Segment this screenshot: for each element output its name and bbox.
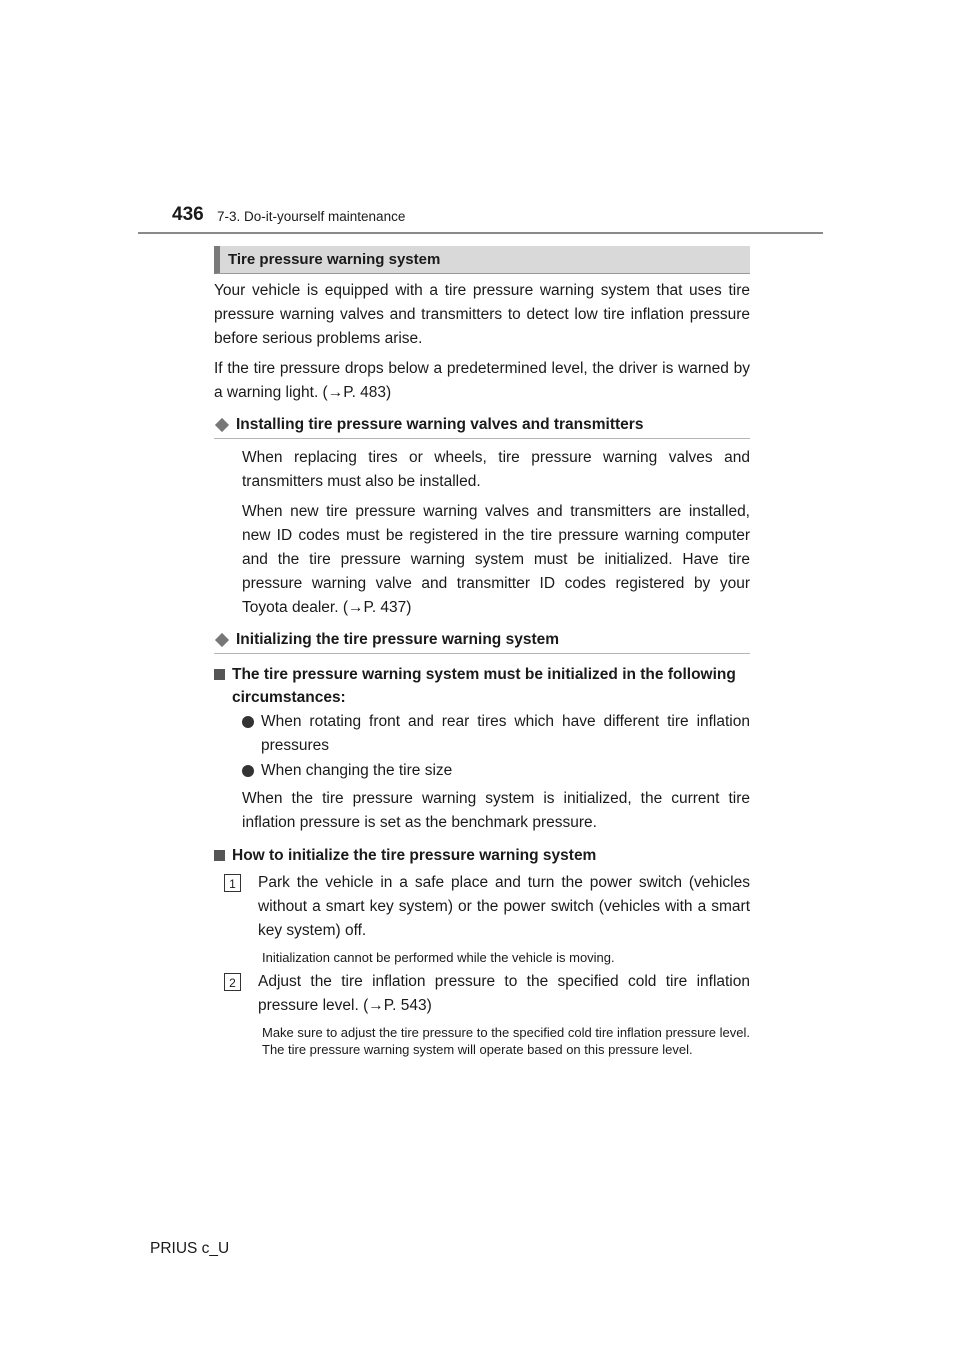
step-number-badge: 1 <box>224 874 241 892</box>
step-note: Initialization cannot be performed while the vehicle is moving. <box>262 950 615 965</box>
subheading-initializing <box>214 627 750 654</box>
section-title: 7-3. Do-it-yourself maintenance <box>217 209 406 224</box>
square-bullet-icon <box>214 850 225 861</box>
list-item-text: When changing the tire size <box>261 762 453 779</box>
page-header <box>172 200 822 236</box>
subheading-initializing-label: Initializing the tire pressure warning system <box>236 631 560 648</box>
step-number-badge: 2 <box>224 973 241 991</box>
main-content <box>214 246 750 1062</box>
how-to-heading-label: How to initialize the tire pressure warning system <box>232 847 597 864</box>
section-heading: Tire pressure warning system <box>214 246 750 274</box>
step-2 <box>224 970 750 1018</box>
step-text: Adjust the tire inflation pressure to the specified cold tire inflation pressure level. (→P. 543) <box>258 973 750 1014</box>
circumstances-heading-label: The tire pressure warning system must be initialized in the following circumstances: <box>232 666 736 706</box>
benchmark-paragraph: When the tire pressure warning system is initialized, the current tire inflation pressure is set as the benchmark pressure. <box>242 790 750 831</box>
installing-paragraph-2: When new tire pressure warning valves and transmitters are installed, new ID codes must be registered in the tire pressure warning computer and the tire pressure warning system must be initialized. Have tire pressure warning valve and transmitter ID codes registered by your Toyota dealer. (→P. 437) <box>242 503 750 616</box>
diamond-icon <box>215 418 229 432</box>
step-text: Park the vehicle in a safe place and turn the power switch (vehicles without a smart key system) or the power switch (vehicles with a smart key system) off. <box>258 874 750 939</box>
square-bullet-icon <box>214 669 225 680</box>
installing-paragraph-1: When replacing tires or wheels, tire pressure warning valves and transmitters must also be installed. <box>242 449 750 490</box>
subheading-installing-label: Installing tire pressure warning valves and transmitters <box>236 416 644 433</box>
list-item <box>242 710 750 758</box>
how-to-heading <box>214 844 750 867</box>
page-number: 436 <box>172 204 204 225</box>
circle-bullet-icon <box>242 716 254 728</box>
footer-model: PRIUS c_U <box>150 1240 230 1257</box>
intro-paragraph-2: If the tire pressure drops below a predetermined level, the driver is warned by a warning light. (→P. 483) <box>214 360 750 401</box>
intro-paragraph-1: Your vehicle is equipped with a tire pressure warning system that uses tire pressure warning valves and transmitters to detect low tire inflation pressure before serious problems arise. <box>214 282 750 347</box>
subheading-installing <box>214 412 750 439</box>
header-divider <box>138 232 823 234</box>
step-note: Make sure to adjust the tire pressure to the specified cold tire inflation pressure level. The tire pressure warning system will operate based on this pressure level. <box>262 1025 750 1057</box>
diamond-icon <box>215 633 229 647</box>
list-item-text: When rotating front and rear tires which have different tire inflation pressures <box>261 713 750 754</box>
step-1 <box>224 871 750 943</box>
circumstances-heading <box>214 663 750 709</box>
circle-bullet-icon <box>242 765 254 777</box>
list-item <box>242 759 750 783</box>
